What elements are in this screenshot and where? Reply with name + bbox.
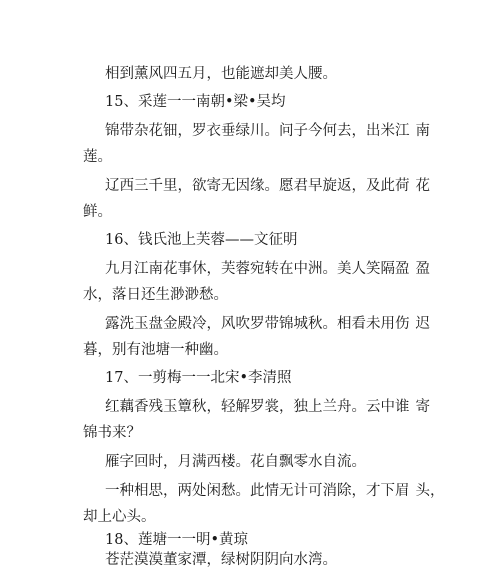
text-line: 辽西三千里，欲寄无因缘。愿君早旋返，及此荷 花	[105, 178, 430, 194]
text-line: 苍茫漠漠董家潭，绿树阴阴向水湾。	[105, 552, 337, 568]
text-line: 九月江南花事休，芙蓉宛转在中洲。美人笑隔盈 盈	[105, 261, 430, 277]
text-line: 露洗玉盘金殿冷，风吹罗带锦城秋。相看未用伤 迟	[105, 316, 430, 332]
text-line: 锦带杂花钿，罗衣垂绿川。问子今何去，出米江 南	[105, 123, 430, 139]
poem-title: 15、采莲一一南朝•梁•吴均	[105, 94, 286, 110]
poem-title: 17、一剪梅一一北宋•李清照	[105, 370, 292, 386]
text-line: 红藕香残玉簟秋，轻解罗裳，独上兰舟。云中谁 寄	[105, 399, 430, 415]
text-line: 却上心头。	[83, 509, 156, 525]
text-line: 雁字回时，月满西楼。花自飘零水自流。	[105, 454, 366, 470]
text-line: 水，落日还生渺渺愁。	[83, 287, 228, 303]
poem-title: 16、钱氏池上芙蓉——文征明	[105, 232, 298, 248]
text-line: 锦书来？	[83, 425, 141, 441]
text-line: 相到薰风四五月，也能遮却美人腰。	[105, 66, 337, 82]
text-line: 暮，别有池塘一种幽。	[83, 342, 228, 358]
text-line: 莲。	[83, 149, 112, 165]
text-line: 鲜。	[83, 204, 112, 220]
poem-title: 18、莲塘一一明•黄琼	[105, 532, 249, 548]
text-line: 一种相思，两处闲愁。此情无计可消除，才下眉 头，	[105, 483, 445, 499]
